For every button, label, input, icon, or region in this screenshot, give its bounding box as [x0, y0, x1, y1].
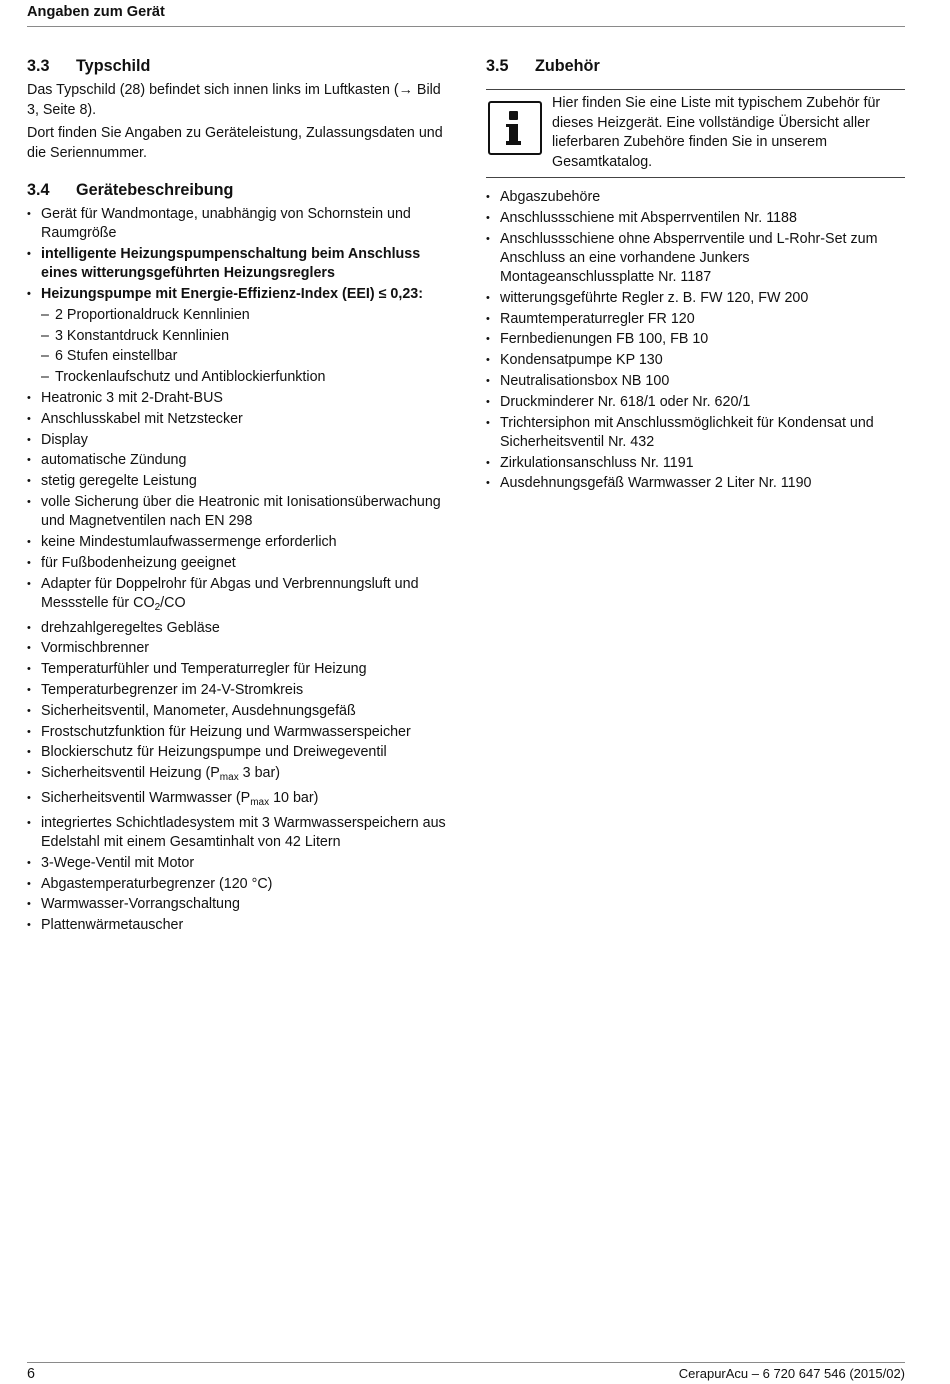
list-item-pmax-warmwasser [27, 789, 447, 812]
list-item: • witterungsgeführte Regler z. B. FW 120, FW 200 [486, 289, 905, 308]
list-item: • Vormischbrenner [27, 639, 447, 658]
list-item: • Ausdehnungsgefäß Warmwasser 2 Liter Nr. 1190 [486, 474, 905, 493]
section-3-5-heading [486, 55, 905, 77]
sub-list-item: – 3 Konstantdruck Kennlinien [27, 327, 447, 346]
pmax-suffix: 10 bar) [269, 789, 319, 806]
list-item: • Abgaszubehöre [486, 188, 905, 207]
list-item: • Plattenwärmetauscher [27, 916, 447, 935]
list-item: • Warmwasser-Vorrangschaltung [27, 895, 447, 914]
list-item: • Kondensatpumpe KP 130 [486, 351, 905, 370]
list-item-pmax-heizung [27, 764, 447, 787]
section-title: Gerätebeschreibung [76, 181, 234, 199]
info-text: Hier finden Sie eine Liste mit typischem Zubehör für dieses Heizgerät. Eine vollständige Übersicht aller lieferbaren Zubehöre finden Sie in unserem Gesamtkatalog. [552, 95, 881, 170]
header-title: Angaben zum Gerät [27, 4, 165, 20]
right-column [486, 55, 905, 495]
list-item: • Zirkulationsanschluss Nr. 1191 [486, 454, 905, 473]
list-item: • Neutralisationsbox NB 100 [486, 372, 905, 391]
typschild-paragraph-1: Das Typschild (28) befindet sich innen links im Luftkasten (→ Bild 3, Seite 8). [27, 82, 441, 118]
list-item: • intelligente Heizungspumpenschaltung beim Anschluss eines witterungsgeführten Heizungsreglers [27, 245, 447, 283]
list-item: • volle Sicherung über die Heatronic mit Ionisationsüberwachung und Magnetventilen nach EN 298 [27, 493, 447, 531]
info-box [486, 89, 905, 178]
list-item: • Trichtersiphon mit Anschlussmöglichkeit für Kondensat und Sicherheitsventil Nr. 432 [486, 414, 905, 452]
sub-list-item: – 6 Stufen einstellbar [27, 347, 447, 366]
section-number: 3.4 [27, 181, 50, 199]
list-item: • Raumtemperaturregler FR 120 [486, 310, 905, 329]
pmax-subscript: max [219, 772, 239, 784]
list-item: • 3-Wege-Ventil mit Motor [27, 854, 447, 873]
section-number: 3.5 [486, 57, 509, 75]
section-3-4-heading [27, 179, 447, 201]
sub-list-item: – Trockenlaufschutz und Antiblockierfunktion [27, 368, 447, 387]
list-item: • Sicherheitsventil, Manometer, Ausdehnungsgefäß [27, 702, 447, 721]
list-item: • Fernbedienungen FB 100, FB 10 [486, 330, 905, 349]
list-item: • automatische Zündung [27, 451, 447, 470]
list-item-co2 [27, 575, 447, 617]
list-item: • Display [27, 431, 447, 450]
pmax-suffix: 3 bar) [238, 765, 281, 782]
list-item: • integriertes Schichtladesystem mit 3 Warmwasserspeichern aus Edelstahl mit einem Gesamtinhalt von 42 Litern [27, 814, 447, 852]
running-header [27, 4, 905, 27]
list-item: • stetig geregelte Leistung [27, 472, 447, 491]
pmax-prefix: Sicherheitsventil Warmwasser (P [41, 789, 251, 806]
section-3-3-heading [27, 55, 447, 77]
document-id: CerapurAcu – 6 720 647 546 (2015/02) [678, 1366, 905, 1381]
co2-subscript: 2 [154, 601, 161, 613]
list-item: • Temperaturfühler und Temperaturregler für Heizung [27, 660, 447, 679]
list-item: • für Fußbodenheizung geeignet [27, 554, 447, 573]
co2-prefix: Adapter für Doppelrohr für Abgas und Verbrennungsluft und Messstelle für CO [41, 575, 419, 611]
list-item: • keine Mindestumlaufwassermenge erforderlich [27, 533, 447, 552]
list-item: • Anschlussschiene mit Absperrventilen Nr. 1188 [486, 209, 905, 228]
sub-list-item: – 2 Proportionaldruck Kennlinien [27, 306, 447, 325]
list-item: • Frostschutzfunktion für Heizung und Warmwasserspeicher [27, 723, 447, 742]
info-icon [488, 101, 542, 155]
pmax-prefix: Sicherheitsventil Heizung (P [41, 765, 220, 782]
list-item: • Abgastemperaturbegrenzer (120 °C) [27, 875, 447, 894]
section-title: Typschild [76, 57, 151, 75]
section-title: Zubehör [535, 57, 600, 75]
list-item: • Anschlussschiene ohne Absperrventile und L-Rohr-Set zum Anschluss an eine vorhandene Junkers Montageanschlussplatte Nr. 1187 [486, 230, 905, 288]
page-number: 6 [27, 1366, 35, 1382]
list-item: • drehzahlgeregeltes Gebläse [27, 619, 447, 638]
accessories-list [486, 188, 905, 494]
pmax-subscript: max [250, 796, 270, 808]
typschild-paragraph-2: Dort finden Sie Angaben zu Geräteleistung, Zulassungsdaten und die Seriennummer. [27, 125, 443, 161]
co2-suffix: /CO [160, 594, 186, 611]
left-column [27, 55, 447, 937]
section-number: 3.3 [27, 57, 50, 75]
list-item: • Druckminderer Nr. 618/1 oder Nr. 620/1 [486, 393, 905, 412]
list-item: • Heatronic 3 mit 2-Draht-BUS [27, 389, 447, 408]
device-features-list [27, 205, 447, 935]
page-footer [27, 1362, 905, 1382]
list-item: • Temperaturbegrenzer im 24-V-Stromkreis [27, 681, 447, 700]
list-item: • Heizungspumpe mit Energie-Effizienz-Index (EEI) ≤ 0,23: [27, 285, 447, 304]
list-item: • Blockierschutz für Heizungspumpe und Dreiwegeventil [27, 743, 447, 762]
list-item: • Gerät für Wandmontage, unabhängig von Schornstein und Raumgröße [27, 205, 447, 243]
list-item: • Anschlusskabel mit Netzstecker [27, 410, 447, 429]
